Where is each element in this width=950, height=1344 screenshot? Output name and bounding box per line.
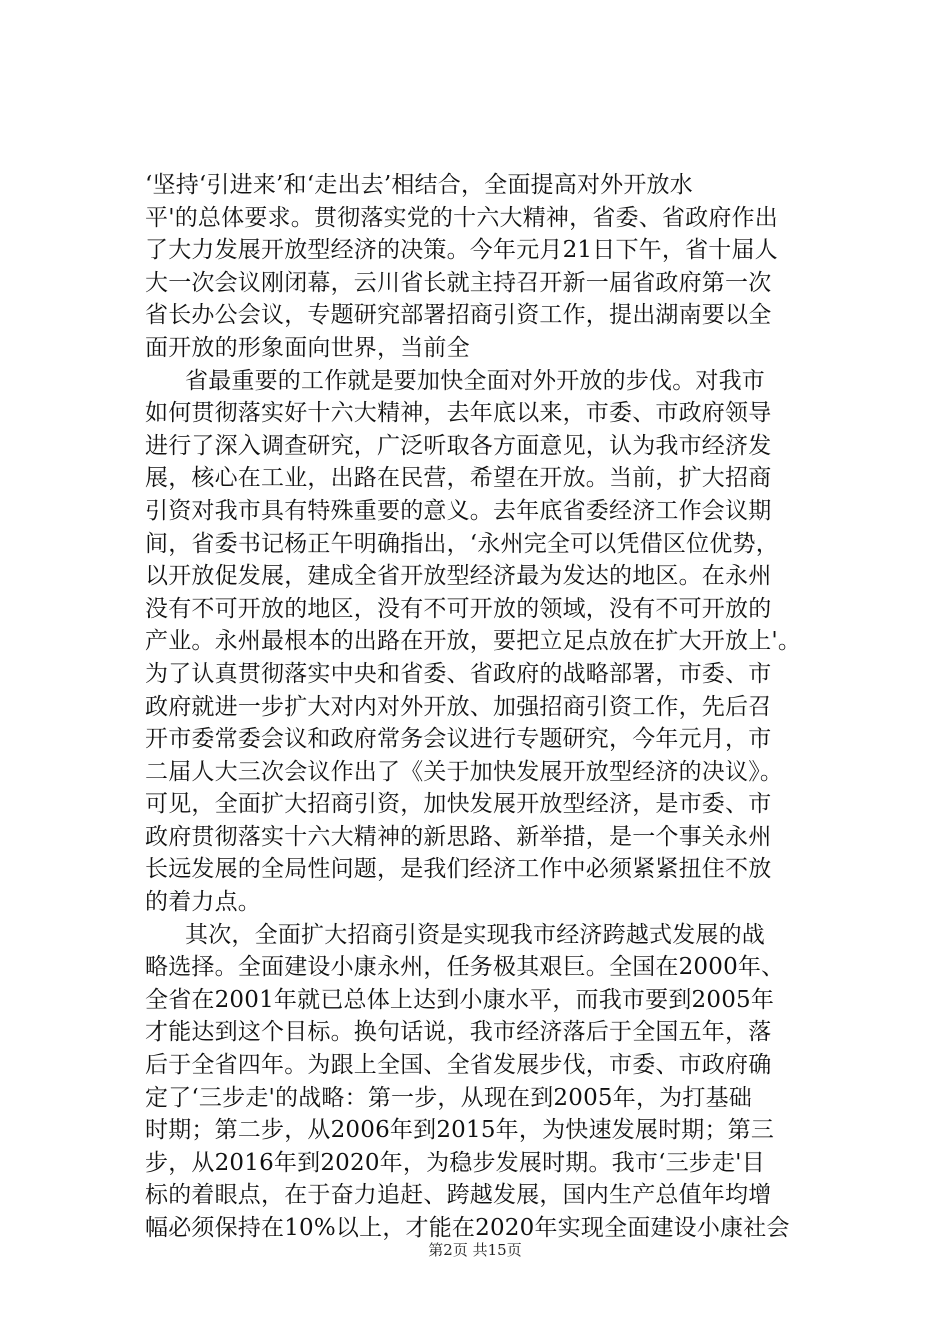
text-line: 时期；第二步，从2006年到2015年，为快速发展时期；第三 xyxy=(145,1117,775,1144)
text-line: 省长办公会议，专题研究部署招商引资工作，提出湖南要以全 xyxy=(145,302,772,329)
text-line: 长远发展的全局性问题，是我们经济工作中必须紧紧扭住不放 xyxy=(145,856,772,883)
text-line: 如何贯彻落实好十六大精神，去年底以来，市委、市政府领导 xyxy=(145,400,772,427)
text-line: 全省在2001年就已总体上达到小康水平，而我市要到2005年 xyxy=(145,986,775,1013)
text-line: 标的着眼点，在于奋力追赶、跨越发展，国内生产总值年均增 xyxy=(145,1182,772,1209)
text-line: 后于全省四年。为跟上全国、全省发展步伐，市委、市政府确 xyxy=(145,1052,772,1079)
text-line: 产业。永州最根本的出路在开放，要把立足点放在扩大开放上'。 xyxy=(145,628,802,655)
text-line: 略选择。全面建设小康永州，任务极其艰巨。全国在2000年、 xyxy=(145,954,785,981)
text-line: 展，核心在工业，出路在民营，希望在开放。当前，扩大招商 xyxy=(145,465,772,492)
text-line: 间，省委书记杨正午明确指出，‘永州完全可以凭借区位优势， xyxy=(145,530,779,557)
paragraph-first-line: 其次，全面扩大招商引资是实现我市经济跨越式发展的战 xyxy=(185,921,765,948)
page-number-footer: 第2页 共15页 xyxy=(428,1241,522,1259)
text-line: 平'的总体要求。贯彻落实党的十六大精神，省委、省政府作出 xyxy=(145,204,778,231)
text-line: 二届人大三次会议作出了《关于加快发展开放型经济的决议》。 xyxy=(145,758,784,785)
text-line: 开市委常委会议和政府常务会议进行专题研究，今年元月，市 xyxy=(145,726,772,753)
text-line: 政府就进一步扩大对内对外开放、加强招商引资工作，先后召 xyxy=(145,693,772,720)
document-body xyxy=(145,169,845,1245)
text-line: 没有不可开放的地区，没有不可开放的领域，没有不可开放的 xyxy=(145,595,772,622)
text-line: 的着力点。 xyxy=(145,889,261,916)
text-line: 以开放促发展，建成全省开放型经济最为发达的地区。在永州 xyxy=(145,563,772,590)
text-line: 定了‘三步走'的战略：第一步，从现在到2005年，为打基础 xyxy=(145,1084,752,1111)
text-line: 幅必须保持在10%以上，才能在2020年实现全面建设小康社会 xyxy=(145,1215,790,1241)
text-line: 为了认真贯彻落实中央和省委、省政府的战略部署，市委、市 xyxy=(145,660,772,687)
text-line: 可见，全面扩大招商引资，加快发展开放型经济，是市委、市 xyxy=(145,791,772,818)
text-line: 步，从2016年到2020年，为稳步发展时期。我市‘三步走'目 xyxy=(145,1149,765,1176)
paragraph-first-line: 省最重要的工作就是要加快全面对外开放的步伐。对我市 xyxy=(185,367,765,394)
text-line: 才能达到这个目标。换句话说，我市经济落后于全国五年，落 xyxy=(145,1019,772,1046)
text-line: 大一次会议刚闭幕，云川省长就主持召开新一届省政府第一次 xyxy=(145,269,772,296)
text-line: 引资对我市具有特殊重要的意义。去年底省委经济工作会议期 xyxy=(145,497,772,524)
text-line: 了大力发展开放型经济的决策。今年元月21日下午，省十届人 xyxy=(145,237,778,264)
text-line: 进行了深入调查研究，广泛听取各方面意见，认为我市经济发 xyxy=(145,432,772,459)
text-line: 面开放的形象面向世界，当前全 xyxy=(145,334,470,361)
text-line: 政府贯彻落实十六大精神的新思路、新举措，是一个事关永州 xyxy=(145,823,772,850)
text-line: ‘坚持‘引进来’和‘走出去’相结合，全面提高对外开放水 xyxy=(145,172,693,198)
